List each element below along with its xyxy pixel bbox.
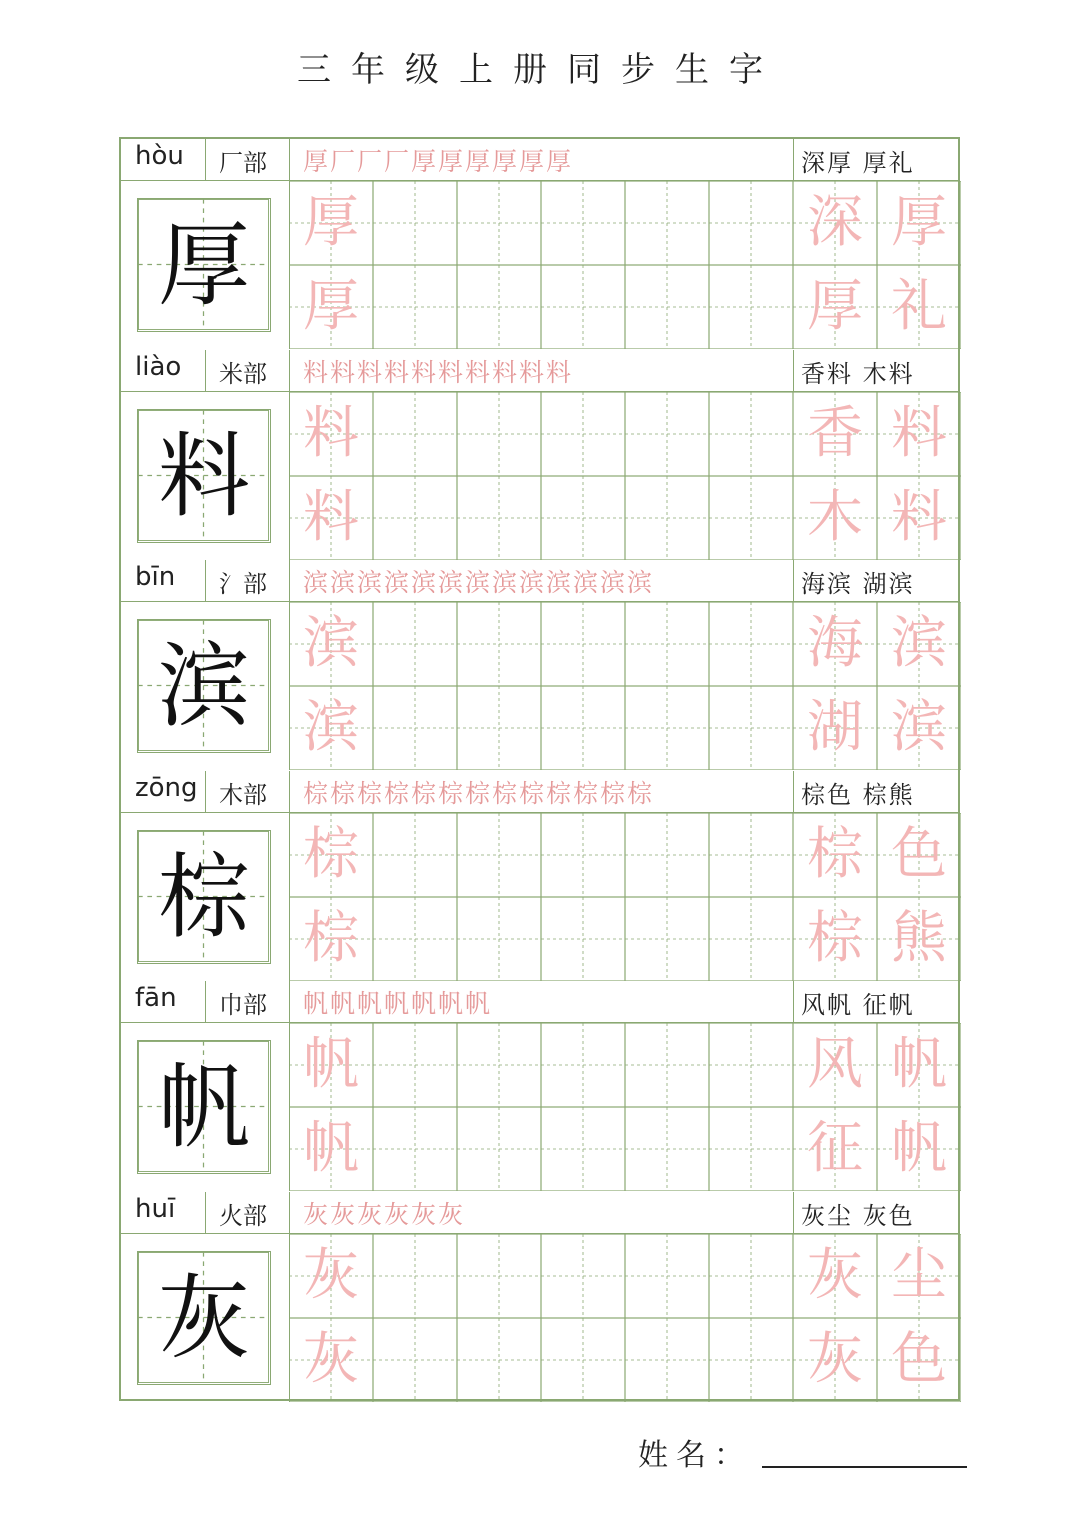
practice-cell[interactable] <box>709 897 793 981</box>
practice-cell[interactable] <box>709 181 793 265</box>
practice-cell[interactable] <box>541 265 625 349</box>
trace-char: 棕 <box>303 821 359 887</box>
practice-cell[interactable] <box>709 1318 793 1402</box>
practice-cell[interactable] <box>541 1234 625 1318</box>
practice-cell[interactable] <box>457 1107 541 1191</box>
trace-char: 料 <box>303 484 359 550</box>
trace-char: 帆 <box>891 1116 947 1181</box>
trace-char: 厚 <box>303 190 359 255</box>
word-trace-cell <box>877 1318 961 1402</box>
block-header <box>121 771 958 813</box>
practice-cell[interactable] <box>457 392 541 476</box>
word-trace-cell <box>877 392 961 476</box>
practice-cell[interactable] <box>625 181 709 265</box>
practice-cell[interactable] <box>709 813 793 897</box>
trace-char: 厚 <box>891 190 947 255</box>
word-list: 深厚 厚礼 <box>801 149 915 177</box>
header-divider <box>205 350 206 392</box>
practice-cell[interactable] <box>541 392 625 476</box>
word-trace-cell <box>877 686 961 770</box>
header-divider <box>793 350 794 392</box>
word-trace-cell <box>877 602 961 686</box>
stroke-order: 棕棕棕棕棕棕棕棕棕棕棕棕棕 <box>303 778 655 808</box>
header-divider <box>289 139 290 181</box>
practice-cell[interactable] <box>373 1107 457 1191</box>
trace-cell <box>289 181 373 265</box>
practice-cell[interactable] <box>457 181 541 265</box>
pinyin: zōng <box>135 772 198 803</box>
main-char: 料 <box>157 422 250 530</box>
trace-char: 灰 <box>303 1326 359 1392</box>
practice-cell[interactable] <box>625 1023 709 1107</box>
main-char: 滨 <box>157 633 250 740</box>
radical: 巾部 <box>219 991 267 1019</box>
practice-cell[interactable] <box>625 265 709 349</box>
main-char-box <box>137 830 271 964</box>
word-list: 香料 木料 <box>801 359 915 388</box>
practice-grid <box>289 181 961 349</box>
word-trace-cell <box>877 813 961 897</box>
practice-cell[interactable] <box>709 602 793 686</box>
char-block <box>121 1192 958 1403</box>
practice-cell[interactable] <box>541 1107 625 1191</box>
practice-cell[interactable] <box>373 265 457 349</box>
trace-cell <box>289 476 373 560</box>
trace-char: 滨 <box>303 695 359 760</box>
practice-cell[interactable] <box>541 602 625 686</box>
practice-cell[interactable] <box>709 476 793 560</box>
practice-grid <box>289 813 961 981</box>
trace-cell <box>289 897 373 981</box>
main-char-box <box>137 619 271 753</box>
practice-cell[interactable] <box>373 476 457 560</box>
practice-cell[interactable] <box>625 897 709 981</box>
word-trace-cell <box>877 897 961 981</box>
trace-char: 滨 <box>891 695 947 760</box>
char-block <box>121 560 958 771</box>
main-char: 棕 <box>157 843 250 951</box>
word-trace-cell <box>877 1234 961 1318</box>
trace-cell <box>289 1107 373 1191</box>
word-trace-cell <box>793 1318 877 1402</box>
radical: 火部 <box>219 1201 267 1230</box>
practice-cell[interactable] <box>709 265 793 349</box>
word-trace-cell <box>877 181 961 265</box>
trace-char: 棕 <box>303 905 359 971</box>
practice-cell[interactable] <box>373 1318 457 1402</box>
trace-char: 木 <box>807 484 863 550</box>
main-char-box <box>137 409 271 543</box>
word-list: 棕色 棕熊 <box>801 780 915 809</box>
practice-cell[interactable] <box>625 813 709 897</box>
practice-cell[interactable] <box>457 602 541 686</box>
trace-char: 色 <box>891 1326 947 1392</box>
word-trace-cell <box>793 602 877 686</box>
header-divider <box>793 560 794 602</box>
practice-cell[interactable] <box>625 1318 709 1402</box>
practice-cell[interactable] <box>373 813 457 897</box>
word-trace-cell <box>793 813 877 897</box>
block-header <box>121 560 958 602</box>
trace-char: 棕 <box>807 905 863 971</box>
word-trace-cell <box>793 476 877 560</box>
trace-char: 灰 <box>807 1242 863 1308</box>
trace-cell <box>289 1023 373 1107</box>
block-header <box>121 981 958 1023</box>
practice-cell[interactable] <box>457 1023 541 1107</box>
trace-char: 深 <box>807 190 863 255</box>
practice-cell[interactable] <box>457 1318 541 1402</box>
header-divider <box>289 1192 290 1234</box>
trace-char: 海 <box>807 611 863 676</box>
practice-cell[interactable] <box>625 476 709 560</box>
practice-cell[interactable] <box>373 1023 457 1107</box>
word-trace-cell <box>793 181 877 265</box>
practice-cell[interactable] <box>457 265 541 349</box>
practice-cell[interactable] <box>457 686 541 770</box>
word-trace-cell <box>877 1023 961 1107</box>
practice-cell[interactable] <box>541 1023 625 1107</box>
practice-cell[interactable] <box>625 1234 709 1318</box>
trace-cell <box>289 392 373 476</box>
word-trace-cell <box>793 686 877 770</box>
main-char: 厚 <box>157 212 250 319</box>
practice-cell[interactable] <box>457 1234 541 1318</box>
practice-grid <box>289 1023 961 1191</box>
practice-cell[interactable] <box>541 813 625 897</box>
trace-cell <box>289 1318 373 1402</box>
word-list: 灰尘 灰色 <box>801 1201 915 1230</box>
practice-sheet <box>119 137 960 1401</box>
trace-char: 灰 <box>303 1242 359 1308</box>
pinyin: fān <box>135 983 177 1013</box>
trace-cell <box>289 686 373 770</box>
pinyin: liào <box>135 351 182 382</box>
trace-char: 料 <box>891 484 947 550</box>
trace-cell <box>289 1234 373 1318</box>
trace-char: 滨 <box>891 611 947 676</box>
practice-cell[interactable] <box>709 686 793 770</box>
practice-cell[interactable] <box>625 602 709 686</box>
trace-char: 料 <box>891 400 947 466</box>
word-trace-cell <box>793 1234 877 1318</box>
word-trace-cell <box>793 1023 877 1107</box>
block-header <box>121 350 958 392</box>
trace-cell <box>289 813 373 897</box>
trace-char: 棕 <box>807 821 863 887</box>
word-list: 海滨 湖滨 <box>801 570 915 598</box>
header-divider <box>289 981 290 1023</box>
trace-char: 帆 <box>891 1032 947 1097</box>
stroke-order: 厚厂厂厂厚厚厚厚厚厚 <box>303 147 574 176</box>
trace-char: 厚 <box>303 274 359 339</box>
block-header <box>121 139 958 181</box>
practice-cell[interactable] <box>541 686 625 770</box>
main-char: 灰 <box>157 1264 250 1372</box>
word-trace-cell <box>793 897 877 981</box>
trace-char: 熊 <box>891 905 947 971</box>
char-block <box>121 139 958 350</box>
practice-cell[interactable] <box>457 897 541 981</box>
practice-cell[interactable] <box>373 181 457 265</box>
practice-cell[interactable] <box>625 686 709 770</box>
char-block <box>121 350 958 561</box>
practice-cell[interactable] <box>457 476 541 560</box>
word-trace-cell <box>877 476 961 560</box>
practice-cell[interactable] <box>541 476 625 560</box>
radical: 厂部 <box>219 149 267 177</box>
practice-cell[interactable] <box>373 686 457 770</box>
practice-grid <box>289 392 961 560</box>
trace-char: 料 <box>303 400 359 466</box>
main-char-box <box>137 1040 271 1174</box>
practice-cell[interactable] <box>625 1107 709 1191</box>
header-divider <box>205 560 206 602</box>
radical: 米部 <box>219 359 267 388</box>
practice-cell[interactable] <box>709 1023 793 1107</box>
practice-cell[interactable] <box>625 392 709 476</box>
pinyin: huī <box>135 1193 176 1224</box>
pinyin: bīn <box>135 562 176 592</box>
practice-cell[interactable] <box>709 392 793 476</box>
practice-cell[interactable] <box>373 897 457 981</box>
header-divider <box>793 1192 794 1234</box>
word-trace-cell <box>793 392 877 476</box>
name-field[interactable] <box>762 1466 967 1468</box>
trace-char: 色 <box>891 821 947 887</box>
practice-cell[interactable] <box>709 1107 793 1191</box>
stroke-order: 灰灰灰灰灰灰 <box>303 1199 466 1229</box>
header-divider <box>289 771 290 813</box>
practice-grid <box>289 602 961 770</box>
word-trace-cell <box>877 265 961 349</box>
main-char: 帆 <box>157 1054 250 1161</box>
header-divider <box>205 981 206 1023</box>
trace-char: 尘 <box>891 1242 947 1308</box>
radical: 木部 <box>219 780 267 809</box>
header-divider <box>289 350 290 392</box>
stroke-order: 帆帆帆帆帆帆帆 <box>303 989 493 1018</box>
trace-char: 帆 <box>303 1032 359 1097</box>
main-char-box <box>137 198 271 332</box>
word-trace-cell <box>877 1107 961 1191</box>
practice-grid <box>289 1234 961 1402</box>
trace-cell <box>289 602 373 686</box>
trace-char: 风 <box>807 1032 863 1097</box>
char-block <box>121 771 958 982</box>
header-divider <box>289 560 290 602</box>
word-list: 风帆 征帆 <box>801 991 915 1019</box>
worksheet-title: 三年级上册同步生字 <box>297 50 783 90</box>
header-divider <box>205 139 206 181</box>
pinyin: hòu <box>135 141 184 171</box>
trace-char: 征 <box>807 1116 863 1181</box>
main-char-box <box>137 1251 271 1385</box>
header-divider <box>793 139 794 181</box>
trace-char: 湖 <box>807 695 863 760</box>
trace-cell <box>289 265 373 349</box>
trace-char: 灰 <box>807 1326 863 1392</box>
name-label: 姓名： <box>638 1438 752 1473</box>
practice-cell[interactable] <box>373 392 457 476</box>
practice-cell[interactable] <box>373 1234 457 1318</box>
trace-char: 礼 <box>891 274 947 339</box>
practice-cell[interactable] <box>373 602 457 686</box>
header-divider <box>793 981 794 1023</box>
word-trace-cell <box>793 265 877 349</box>
practice-cell[interactable] <box>541 897 625 981</box>
practice-cell[interactable] <box>457 813 541 897</box>
trace-char: 香 <box>807 400 863 466</box>
header-divider <box>205 1192 206 1234</box>
char-block <box>121 981 958 1192</box>
practice-cell[interactable] <box>541 1318 625 1402</box>
radical: 氵部 <box>219 570 267 598</box>
trace-char: 滨 <box>303 611 359 676</box>
block-header <box>121 1192 958 1234</box>
stroke-order: 料料料料料料料料料料 <box>303 357 574 387</box>
trace-char: 帆 <box>303 1116 359 1181</box>
trace-char: 厚 <box>807 274 863 339</box>
stroke-order: 滨滨滨滨滨滨滨滨滨滨滨滨滨 <box>303 568 655 597</box>
practice-cell[interactable] <box>709 1234 793 1318</box>
practice-cell[interactable] <box>541 181 625 265</box>
word-trace-cell <box>793 1107 877 1191</box>
header-divider <box>793 771 794 813</box>
header-divider <box>205 771 206 813</box>
